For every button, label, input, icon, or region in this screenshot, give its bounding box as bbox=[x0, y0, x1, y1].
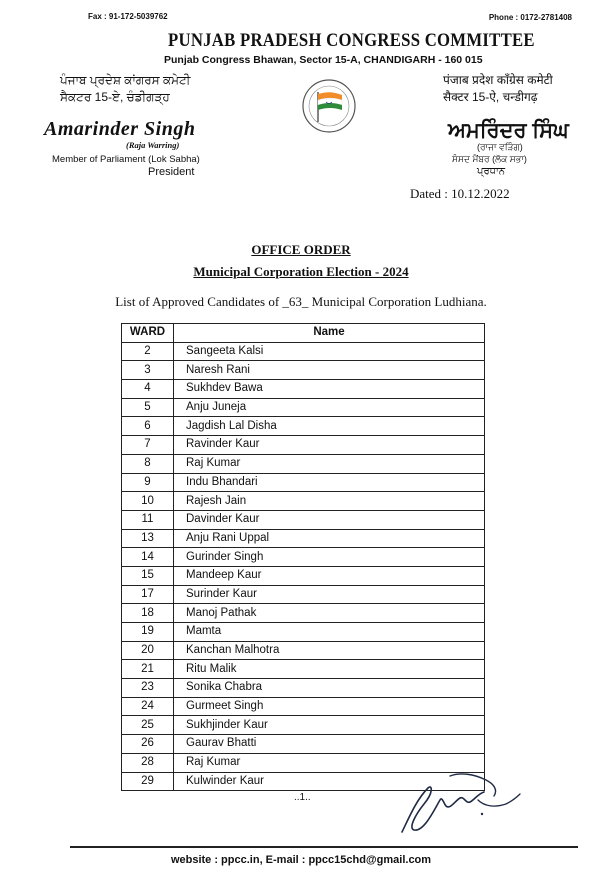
ward-number-cell: 15 bbox=[122, 566, 174, 585]
table-row bbox=[122, 473, 485, 492]
president-membership-punjabi: ਸੰਸਦ ਮੈਂਬਰ (ਲੋਕ ਸਭਾ) bbox=[452, 154, 527, 164]
table-row bbox=[122, 454, 485, 473]
candidate-name-cell: Raj Kumar bbox=[174, 454, 485, 473]
table-row bbox=[122, 436, 485, 455]
table-row bbox=[122, 398, 485, 417]
name-column-header: Name bbox=[174, 324, 485, 343]
ward-number-cell: 7 bbox=[122, 436, 174, 455]
candidate-name-cell: Sukhjinder Kaur bbox=[174, 716, 485, 735]
table-row bbox=[122, 660, 485, 679]
table-row bbox=[122, 735, 485, 754]
ward-number-cell: 26 bbox=[122, 735, 174, 754]
candidate-name-cell: Gurinder Singh bbox=[174, 548, 485, 567]
table-row bbox=[122, 361, 485, 380]
ward-number-cell: 3 bbox=[122, 361, 174, 380]
organization-name: PUNJAB PRADESH CONGRESS COMMITTEE bbox=[168, 30, 535, 51]
handwritten-signature bbox=[394, 770, 524, 840]
ward-column-header: WARD bbox=[122, 324, 174, 343]
ward-number-cell: 25 bbox=[122, 716, 174, 735]
ward-number-cell: 20 bbox=[122, 641, 174, 660]
ward-number-cell: 13 bbox=[122, 529, 174, 548]
table-row bbox=[122, 529, 485, 548]
ward-number-cell: 11 bbox=[122, 510, 174, 529]
ward-number-cell: 9 bbox=[122, 473, 174, 492]
candidate-name-cell: Gurmeet Singh bbox=[174, 697, 485, 716]
footer-contact: website : ppcc.in, E-mail : ppcc15chd@gmail.com bbox=[170, 854, 432, 866]
candidate-name-cell: Manoj Pathak bbox=[174, 604, 485, 623]
candidate-name-cell: Sonika Chabra bbox=[174, 679, 485, 698]
election-subheading: Municipal Corporation Election - 2024 bbox=[193, 264, 409, 279]
candidate-name-cell: Jagdish Lal Disha bbox=[174, 417, 485, 436]
ward-number-cell: 14 bbox=[122, 548, 174, 567]
candidate-name-cell: Mamta bbox=[174, 623, 485, 642]
candidate-name-cell: Surinder Kaur bbox=[174, 585, 485, 604]
candidates-table bbox=[121, 323, 485, 791]
president-role-punjabi: ਪ੍ਰਧਾਨ bbox=[477, 166, 506, 177]
candidate-name-cell: Raj Kumar bbox=[174, 753, 485, 772]
president-membership: Member of Parliament (Lok Sabha) bbox=[52, 154, 200, 165]
table-row bbox=[122, 548, 485, 567]
candidate-name-cell: Davinder Kaur bbox=[174, 510, 485, 529]
ward-number-cell: 29 bbox=[122, 772, 174, 791]
page-number: ..1.. bbox=[294, 792, 311, 803]
organization-address: Punjab Congress Bhawan, Sector 15-A, CHANDIGARH - 160 015 bbox=[164, 54, 483, 66]
table-row bbox=[122, 679, 485, 698]
candidate-name-cell: Gaurav Bhatti bbox=[174, 735, 485, 754]
footer-divider bbox=[70, 846, 578, 848]
candidate-name-cell: Kanchan Malhotra bbox=[174, 641, 485, 660]
table-row bbox=[122, 342, 485, 361]
ward-number-cell: 6 bbox=[122, 417, 174, 436]
document-date: Dated : 10.12.2022 bbox=[410, 186, 510, 201]
punjabi-address: ਸੈਕਟਰ 15-ਏ, ਚੰਡੀਗੜ੍ਹ bbox=[60, 90, 170, 104]
table-row bbox=[122, 566, 485, 585]
president-role: President bbox=[148, 166, 195, 178]
ward-number-cell: 10 bbox=[122, 492, 174, 511]
candidate-name-cell: Ravinder Kaur bbox=[174, 436, 485, 455]
candidate-name-cell: Indu Bhandari bbox=[174, 473, 485, 492]
table-row bbox=[122, 716, 485, 735]
phone-number: Phone : 0172-2781408 bbox=[488, 13, 572, 22]
table-row bbox=[122, 585, 485, 604]
table-row bbox=[122, 604, 485, 623]
ward-number-cell: 28 bbox=[122, 753, 174, 772]
table-row bbox=[122, 697, 485, 716]
punjabi-org-name: ਪੰਜਾਬ ਪ੍ਰਦੇਸ਼ ਕਾਂਗਰਸ ਕਮੇਟੀ bbox=[60, 73, 191, 87]
table-row bbox=[122, 417, 485, 436]
fax-number: Fax : 91-172-5039762 bbox=[88, 12, 168, 21]
ward-number-cell: 2 bbox=[122, 342, 174, 361]
ward-number-cell: 5 bbox=[122, 398, 174, 417]
table-row bbox=[122, 380, 485, 399]
president-alias-punjabi: (ਰਾਜਾ ਵੜਿੰਗ) bbox=[477, 142, 523, 152]
candidate-name-cell: Anju Juneja bbox=[174, 398, 485, 417]
candidate-name-cell: Ritu Malik bbox=[174, 660, 485, 679]
table-row bbox=[122, 641, 485, 660]
ward-number-cell: 18 bbox=[122, 604, 174, 623]
ward-number-cell: 24 bbox=[122, 697, 174, 716]
table-row bbox=[122, 510, 485, 529]
candidate-name-cell: Kulwinder Kaur bbox=[174, 772, 485, 791]
hindi-address: सैक्टर 15-ऐ, चन्डीगढ़ bbox=[443, 90, 538, 104]
ward-number-cell: 19 bbox=[122, 623, 174, 642]
table-row bbox=[122, 623, 485, 642]
office-order-heading: OFFICE ORDER bbox=[251, 242, 351, 257]
candidate-name-cell: Anju Rani Uppal bbox=[174, 529, 485, 548]
candidate-name-cell: Mandeep Kaur bbox=[174, 566, 485, 585]
ward-number-cell: 4 bbox=[122, 380, 174, 399]
hindi-org-name: पंजाब प्रदेश कॉंग्रेस कमेटी bbox=[443, 73, 553, 87]
hindi-letterhead bbox=[443, 72, 553, 106]
president-name: Amarinder Singh bbox=[44, 118, 196, 140]
table-row bbox=[122, 492, 485, 511]
order-intro: List of Approved Candidates of _63_ Municipal Corporation Ludhiana. bbox=[115, 294, 487, 309]
president-name-punjabi: ਅਮਰਿੰਦਰ ਸਿੰਘ bbox=[448, 119, 569, 142]
candidates-table-body bbox=[122, 342, 485, 791]
ward-number-cell: 17 bbox=[122, 585, 174, 604]
candidate-name-cell: Sukhdev Bawa bbox=[174, 380, 485, 399]
punjabi-letterhead bbox=[60, 72, 190, 106]
candidate-name-cell: Naresh Rani bbox=[174, 361, 485, 380]
candidate-name-cell: Sangeeta Kalsi bbox=[174, 342, 485, 361]
ward-number-cell: 8 bbox=[122, 454, 174, 473]
congress-flag-emblem-icon bbox=[290, 78, 368, 134]
candidate-name-cell: Rajesh Jain bbox=[174, 492, 485, 511]
table-header-row bbox=[122, 324, 485, 343]
president-alias: (Raja Warring) bbox=[126, 140, 180, 150]
ward-number-cell: 21 bbox=[122, 660, 174, 679]
ward-number-cell: 23 bbox=[122, 679, 174, 698]
